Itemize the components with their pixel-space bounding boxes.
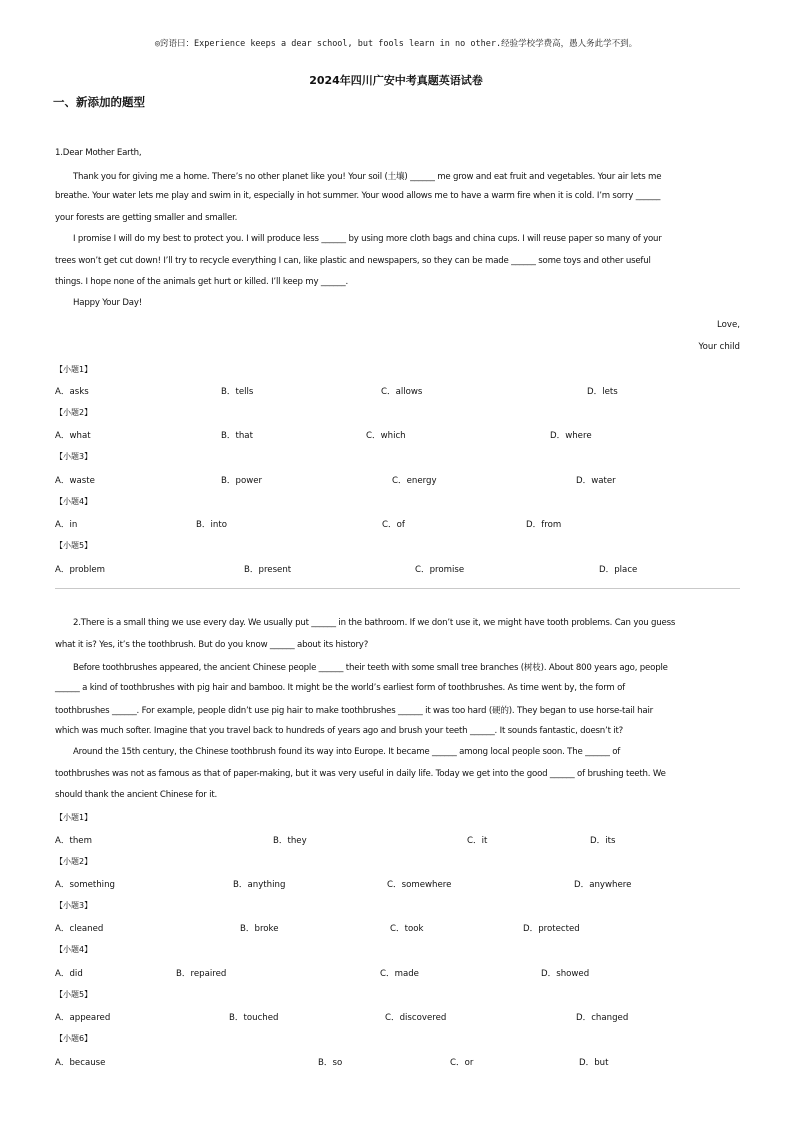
option-d[interactable]: D．its [590,836,616,846]
option-a[interactable]: A．appeared [55,1013,111,1023]
option-a[interactable]: A．asks [55,387,89,397]
q2-line: which was much softer. Imagine that you travel back to hundreds of years ago and brush your teeth ______. It sounds fantastic, doesn’t it? [55,726,624,736]
sub-question-tag: 【小题2】 [55,857,93,866]
q2-line: toothbrushes was not as famous as that of paper-making, but it was very useful in daily life. Today we get into the good ______ of brushing teeth. We [55,769,666,779]
option-d[interactable]: D．changed [576,1013,629,1023]
sub-question-tag: 【小题1】 [55,813,93,822]
q1-line: breathe. Your water lets me play and swim in it, especially in hot summer. Your wood allows me to have a warm fire when it is cold. I’m sorry ______ [55,191,661,201]
closing-signature: Your child [698,342,740,352]
option-a[interactable]: A．them [55,836,92,846]
option-d[interactable]: D．showed [541,969,590,979]
option-d[interactable]: D．from [526,520,562,530]
option-b[interactable]: B．broke [240,924,279,934]
option-b[interactable]: B．that [221,431,253,441]
sub-question-tag: 【小题4】 [55,497,93,506]
option-b[interactable]: B．so [318,1058,343,1068]
q2-line: should thank the ancient Chinese for it. [55,790,218,800]
divider [55,588,740,589]
q2-line: Before toothbrushes appeared, the ancient Chinese people ______ their teeth with some small tree branches (树枝). About 800 years ago, people [73,663,668,673]
option-b[interactable]: B．anything [233,880,286,890]
option-d[interactable]: D．water [576,476,616,486]
option-a[interactable]: A．something [55,880,115,890]
option-a[interactable]: A．cleaned [55,924,104,934]
q1-line: trees won’t get cut down! I’ll try to recycle everything I can, like plastic and newspapers, so they can be made ______ some toys and other useful [55,256,651,266]
option-d[interactable]: D．where [550,431,592,441]
option-c[interactable]: C．which [366,431,406,441]
option-d[interactable]: D．anywhere [574,880,632,890]
option-c[interactable]: C．promise [415,565,465,575]
option-b[interactable]: B．repaired [176,969,227,979]
option-a[interactable]: A．what [55,431,91,441]
sub-question-tag: 【小题4】 [55,945,93,954]
option-a[interactable]: A．problem [55,565,106,575]
option-c[interactable]: C．of [382,520,405,530]
option-a[interactable]: A．because [55,1058,106,1068]
sub-question-tag: 【小题2】 [55,408,93,417]
page-title: 2024年四川广安中考真题英语试卷 [309,74,483,87]
q1-line: your forests are getting smaller and smaller. [55,213,238,223]
option-c[interactable]: C．it [467,836,488,846]
option-b[interactable]: B．power [221,476,263,486]
option-a[interactable]: A．in [55,520,78,530]
option-c[interactable]: C．took [390,924,424,934]
option-c[interactable]: C．energy [392,476,437,486]
section-heading: 一、新添加的题型 [53,95,145,109]
option-c[interactable]: C．allows [381,387,423,397]
page-motto: ◎窍语曰：Experience keeps a dear school, but fools learn in no other.经验学校学费高，愚人务此学不到。 [154,39,638,49]
option-a[interactable]: A．did [55,969,83,979]
closing-love: Love, [717,320,740,330]
option-c[interactable]: C．somewhere [387,880,452,890]
q2-line: ______ a kind of toothbrushes with pig hair and bamboo. It might be the world’s earliest form of toothbrushes. As time went by, the form of [55,683,626,693]
q1-line: 1.Dear Mother Earth, [55,148,142,158]
q2-line: toothbrushes ______. For example, people didn’t use pig hair to make toothbrushes ______ it was too hard (硬的). They began to use horse-tail hair [55,706,654,716]
q2-line: 2.There is a small thing we use every day. We usually put ______ in the bathroom. If we don’t use it, we might have tooth problems. Can you guess [73,618,676,628]
option-d[interactable]: D．place [599,565,638,575]
option-b[interactable]: B．into [196,520,227,530]
q1-line: things. I hope none of the animals get hurt or killed. I’ll keep my ______. [55,277,348,287]
sub-question-tag: 【小题5】 [55,990,93,999]
q1-line: Happy Your Day! [73,298,142,308]
option-b[interactable]: B．tells [221,387,254,397]
sub-question-tag: 【小题1】 [55,365,93,374]
option-d[interactable]: D．protected [523,924,580,934]
option-b[interactable]: B．touched [229,1013,279,1023]
option-c[interactable]: C．or [450,1058,474,1068]
q2-line: Around the 15th century, the Chinese toothbrush found its way into Europe. It became ______ among local people soon. The ______ of [73,747,621,757]
option-c[interactable]: C．made [380,969,419,979]
sub-question-tag: 【小题5】 [55,541,93,550]
option-c[interactable]: C．discovered [385,1013,447,1023]
option-a[interactable]: A．waste [55,476,95,486]
sub-question-tag: 【小题3】 [55,901,93,910]
option-d[interactable]: D．lets [587,387,618,397]
q1-line: I promise I will do my best to protect you. I will produce less ______ by using more cloth bags and china cups. I will reuse paper so many of your [73,234,662,244]
q1-line: Thank you for giving me a home. There’s no other planet like you! Your soil (土壤) ______ me grow and eat fruit and vegetables. Your air lets me [73,172,662,182]
option-b[interactable]: B．they [273,836,307,846]
option-d[interactable]: D．but [579,1058,609,1068]
sub-question-tag: 【小题6】 [55,1034,93,1043]
option-b[interactable]: B．present [244,565,292,575]
q2-line: what it is? Yes, it’s the toothbrush. But do you know ______ about its history? [55,640,369,650]
sub-question-tag: 【小题3】 [55,452,93,461]
